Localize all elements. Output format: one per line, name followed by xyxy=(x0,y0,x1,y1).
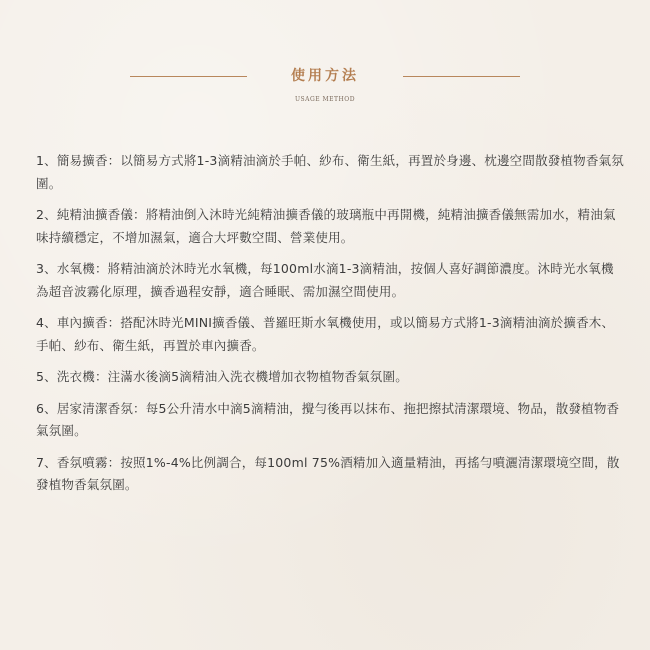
usage-item-4: 4、車內擴香：搭配沐時光MINI擴香儀、普羅旺斯水氧機使用，或以簡易方式將1-3滴精油滴於擴香木、手帕、紗布、衛生紙，再置於車內擴香。 xyxy=(36,315,615,353)
usage-instructions-list xyxy=(36,150,626,506)
decorative-rule-right xyxy=(403,76,520,77)
usage-item-7: 7、香氛噴霧：按照1%-4%比例調合，每100ml 75%酒精加入適量精油，再搖勻噴灑清潔環境空間，散發植物香氣氛圍。 xyxy=(36,454,620,492)
usage-item-5: 5、洗衣機：注滿水後滴5滴精油入洗衣機增加衣物植物香氣氛圍。 xyxy=(36,369,408,384)
usage-item-3: 3、水氧機：將精油滴於沐時光水氧機，每100ml水滴1-3滴精油，按個人喜好調節濃度。沐時光水氧機為超音波霧化原理，擴香過程安靜，適合睡眠、需加濕空間使用。 xyxy=(36,261,614,299)
section-subtitle: USAGE METHOD xyxy=(294,96,356,103)
section-title: 使用方法 xyxy=(291,68,359,84)
usage-item-6: 6、居家清潔香氛：每5公升清水中滴5滴精油，攪勻後再以抹布、拖把擦拭清潔環境、物品，散發植物香氣氛圍。 xyxy=(36,400,620,438)
section-header xyxy=(0,62,650,112)
usage-item-2: 2、純精油擴香儀：將精油倒入沐時光純精油擴香儀的玻璃瓶中再開機，純精油擴香儀無需加水，精油氣味持續穩定，不增加濕氣，適合大坪數空間、營業使用。 xyxy=(36,207,616,245)
usage-item-1: 1、簡易擴香：以簡易方式將1-3滴精油滴於手帕、紗布、衛生紙，再置於身邊、枕邊空間散發植物香氣氛圍。 xyxy=(36,153,624,191)
